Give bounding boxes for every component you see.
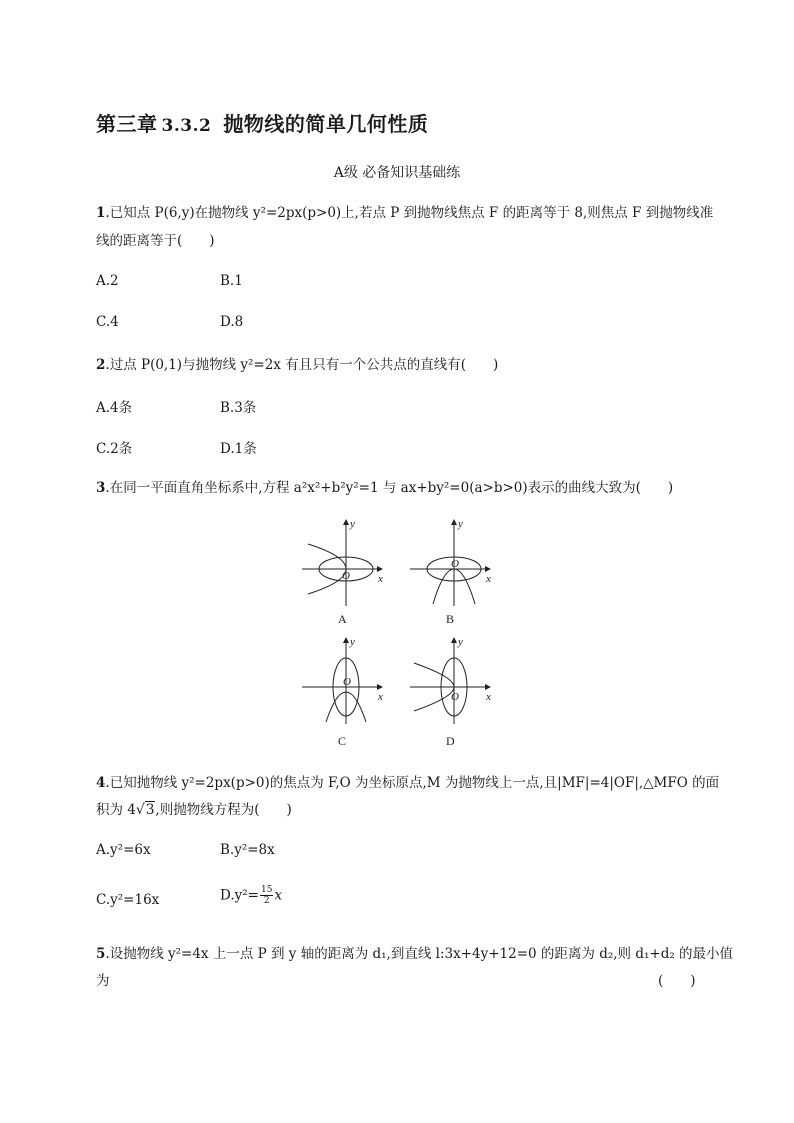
question-5 xyxy=(96,944,733,964)
figure-c-y-label: y xyxy=(350,636,355,648)
question-number: 5 xyxy=(96,946,106,962)
line2-pre: 积为 4 xyxy=(96,802,136,818)
q3-figures xyxy=(290,512,510,752)
option-c: C.2条 xyxy=(96,441,133,457)
option-b: B.3条 xyxy=(220,400,257,416)
figure-d-label: D xyxy=(446,734,455,748)
question-text: .已知点 P(6,y)在抛物线 y²=2px(p>0)上,若点 P 到抛物线焦点 F 的距离等于 8,则焦点 F 到抛物线准 xyxy=(105,205,714,221)
figure-c-x-label: x xyxy=(378,691,383,703)
figure-d-y-label: y xyxy=(458,636,463,648)
level-title: A级 必备知识基础练 xyxy=(333,165,461,181)
option-d xyxy=(220,885,282,906)
question-number: 3 xyxy=(96,480,106,496)
question-text: .已知抛物线 y²=2px(p>0)的焦点为 F,O 为坐标原点,M 为抛物线上一点,且|MF|=4|OF|,△MFO 的面 xyxy=(105,775,720,791)
question-1 xyxy=(96,203,713,223)
figure-b-y-label: y xyxy=(458,518,463,530)
fraction-numerator: 15 xyxy=(260,885,273,895)
figure-d-origin: O xyxy=(451,691,459,703)
option-a: A.y²=6x xyxy=(96,842,151,858)
section-number: 3.3.2 xyxy=(161,116,212,136)
question-text: .过点 P(0,1)与抛物线 y²=2x 有且只有一个公共点的直线有( ) xyxy=(105,357,499,373)
option-c: C.4 xyxy=(96,314,119,330)
option-d: D.1条 xyxy=(220,441,257,457)
chapter-label: 第三章 xyxy=(96,112,158,136)
question-5-line2: 为 xyxy=(96,973,110,989)
figure-a-label: A xyxy=(338,612,347,626)
figure-b xyxy=(410,520,490,606)
figure-c xyxy=(302,638,382,724)
question-text: .设抛物线 y²=4x 上一点 P 到 y 轴的距离为 d₁,到直线 l:3x+4y+12=0 的距离为 d₂,则 d₁+d₂ 的最小值 xyxy=(105,946,734,962)
option-b: B.1 xyxy=(220,273,243,289)
fraction xyxy=(260,885,273,906)
page-title xyxy=(96,108,428,137)
fraction-denominator: 2 xyxy=(263,896,270,906)
option-a: A.4条 xyxy=(96,400,133,416)
option-d-var: x xyxy=(274,887,283,904)
figure-d-x-label: x xyxy=(486,691,491,703)
sqrt-icon: √ xyxy=(135,802,145,818)
question-2 xyxy=(96,355,498,375)
figure-a-origin: O xyxy=(342,570,350,582)
question-1-line2: 线的距离等于( ) xyxy=(96,233,215,249)
question-number: 1 xyxy=(96,205,106,221)
figure-b-origin: O xyxy=(451,558,459,570)
section-title: 抛物线的简单几何性质 xyxy=(223,112,429,136)
option-c: C.y²=16x xyxy=(96,892,160,908)
figure-a-y-label: y xyxy=(350,518,355,530)
question-4 xyxy=(96,773,719,793)
question-text: .在同一平面直角坐标系中,方程 a²x²+b²y²=1 与 ax+by²=0(a>b>0)表示的曲线大致为( ) xyxy=(105,480,674,496)
figure-b-x-label: x xyxy=(486,573,491,585)
question-4-line2 xyxy=(96,800,292,820)
question-number: 4 xyxy=(96,775,106,791)
figure-a-x-label: x xyxy=(378,573,383,585)
option-d-prefix: D.y²= xyxy=(220,887,259,904)
option-d: D.8 xyxy=(220,314,244,330)
question-number: 2 xyxy=(96,357,106,373)
figure-c-label: C xyxy=(338,734,347,748)
answer-paren: ( ) xyxy=(658,973,696,989)
figure-a xyxy=(302,520,382,606)
figure-d xyxy=(410,638,490,724)
option-b: B.y²=8x xyxy=(220,842,275,858)
line2-post: ,则抛物线方程为( ) xyxy=(155,802,292,818)
sqrt-3: √3 xyxy=(135,802,155,818)
option-a: A.2 xyxy=(96,273,119,289)
figure-c-origin: O xyxy=(343,676,351,688)
figure-b-label: B xyxy=(446,612,455,626)
question-3 xyxy=(96,478,673,498)
